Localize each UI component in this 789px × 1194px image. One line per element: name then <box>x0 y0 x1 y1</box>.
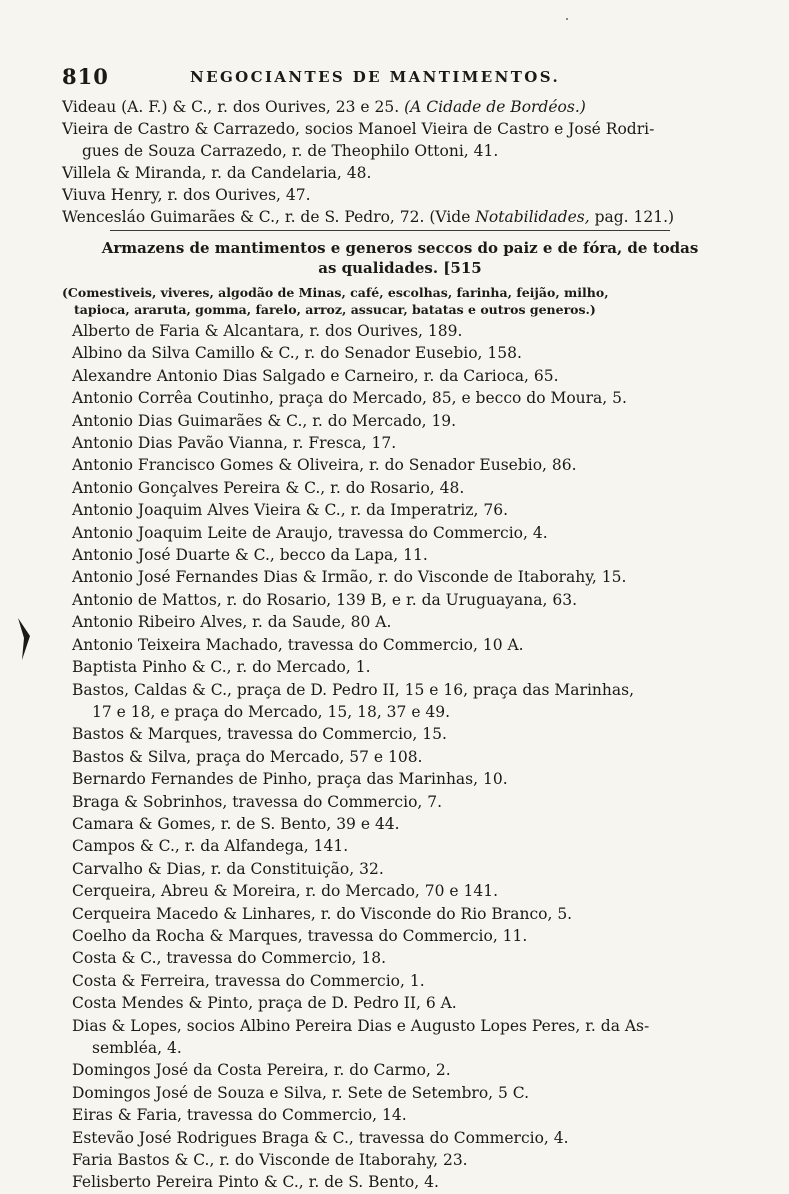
entry-text: Vieira de Castro & Carrazedo, socios Manoel Vieira de Castro e José Rodri- <box>62 120 655 138</box>
list-item <box>72 1082 732 1104</box>
entry-text: Antonio José Duarte & C., becco da Lapa, 11. <box>72 546 428 565</box>
list-item <box>72 387 732 409</box>
list-item <box>72 746 732 768</box>
list-item <box>72 365 732 387</box>
list-item <box>62 184 722 206</box>
list-item <box>72 1171 732 1193</box>
entry-text: Felisberto Pereira Pinto & C., r. de S. Bento, 4. <box>72 1173 439 1192</box>
entry-text: Eiras & Faria, travessa do Commercio, 14. <box>72 1106 407 1125</box>
list-item <box>72 566 732 588</box>
running-head: NEGOCIANTES DE MANTIMENTOS. <box>190 68 561 86</box>
list-item <box>72 477 732 499</box>
list-item <box>72 992 732 1014</box>
entry-text: Costa & C., travessa do Commercio, 18. <box>72 949 387 968</box>
list-item <box>72 791 732 813</box>
section-description <box>62 284 727 318</box>
list-item <box>62 206 722 228</box>
entry-italic: Notabilidades, <box>475 208 590 226</box>
entry-text: Antonio Ribeiro Alves, r. da Saude, 80 A. <box>72 613 392 632</box>
list-item <box>72 970 732 992</box>
list-item <box>72 522 732 544</box>
entry-text: Antonio Francisco Gomes & Oliveira, r. do Senador Eusebio, 86. <box>72 456 577 475</box>
list-item <box>72 544 732 566</box>
list-item <box>72 499 732 521</box>
entry-text: Villela & Miranda, r. da Candelaria, 48. <box>62 164 372 182</box>
entry-text: Coelho da Rocha & Marques, travessa do Commercio, 11. <box>72 926 528 945</box>
entry-text: Antonio Joaquim Leite de Araujo, travessa do Commercio, 4. <box>72 523 548 542</box>
entry-text: Antonio Corrêa Coutinho, praça do Mercado, 85, e becco do Moura, 5. <box>72 389 627 408</box>
entry-text: Dias & Lopes, socios Albino Pereira Dias e Augusto Lopes Peres, r. da As- <box>72 1016 650 1035</box>
entry-continuation: sembléa, 4. <box>92 1039 182 1057</box>
entry-text: Antonio Dias Guimarães & C., r. do Mercado, 19. <box>72 411 457 430</box>
section-heading <box>70 238 730 278</box>
entry-text: Antonio Gonçalves Pereira & C., r. do Rosario, 48. <box>72 478 465 497</box>
list-item <box>72 589 732 611</box>
entry-text: Antonio de Mattos, r. do Rosario, 139 B, e r. da Uruguayana, 63. <box>72 590 577 609</box>
list-item <box>72 679 732 724</box>
list-item <box>72 903 732 925</box>
page-header <box>62 64 712 94</box>
entry-text: Bernardo Fernandes de Pinho, praça das Marinhas, 10. <box>72 770 508 789</box>
merchant-list <box>72 320 732 1194</box>
margin-arrow-icon <box>16 616 32 662</box>
section-description-line: (Comestiveis, viveres, algodão de Minas, café, escolhas, farinha, feijão, milho, <box>62 285 609 300</box>
list-item <box>72 432 732 454</box>
entry-text: Faria Bastos & C., r. do Visconde de Itaborahy, 23. <box>72 1151 468 1170</box>
list-item <box>72 1104 732 1126</box>
list-item <box>72 454 732 476</box>
top-entries-list <box>62 96 722 228</box>
section-heading-line: Armazens de mantimentos e generos seccos do paiz e de fóra, de todas <box>101 239 699 257</box>
entry-text: Costa & Ferreira, travessa do Commercio, 1. <box>72 971 425 990</box>
entry-text: Albino da Silva Camillo & C., r. do Senador Eusebio, 158. <box>72 344 522 363</box>
entry-text: Antonio Dias Pavão Vianna, r. Fresca, 17. <box>72 434 397 453</box>
entry-text-after: pag. 121.) <box>594 208 675 226</box>
list-item <box>62 96 722 118</box>
entry-text: Alexandre Antonio Dias Salgado e Carneiro, r. da Carioca, 65. <box>72 366 559 385</box>
entry-continuation: 17 e 18, e praça do Mercado, 15, 18, 37 e 49. <box>92 702 451 721</box>
list-item <box>72 768 732 790</box>
entry-text: Antonio Teixeira Machado, travessa do Commercio, 10 A. <box>72 635 524 654</box>
entry-text: Baptista Pinho & C., r. do Mercado, 1. <box>72 658 371 677</box>
entry-text: Bastos & Silva, praça do Mercado, 57 e 108. <box>72 747 423 766</box>
list-item <box>72 723 732 745</box>
entry-text: Domingos José da Costa Pereira, r. do Carmo, 2. <box>72 1061 451 1080</box>
entry-text: Camara & Gomes, r. de S. Bento, 39 e 44. <box>72 814 400 833</box>
entry-text: Costa Mendes & Pinto, praça de D. Pedro II, 6 A. <box>72 994 457 1013</box>
entry-text: Cerqueira, Abreu & Moreira, r. do Mercado, 70 e 141. <box>72 882 499 901</box>
entry-text: Antonio Joaquim Alves Vieira & C., r. da Imperatriz, 76. <box>72 501 509 520</box>
entry-text: Alberto de Faria & Alcantara, r. dos Ourives, 189. <box>72 322 463 340</box>
entry-text: Viuva Henry, r. dos Ourives, 47. <box>62 186 311 204</box>
list-item <box>72 1015 732 1060</box>
entry-text: Bastos, Caldas & C., praça de D. Pedro II, 15 e 16, praça das Marinhas, <box>72 680 634 699</box>
section-heading-line: as qualidades. [515 <box>318 259 482 277</box>
list-item <box>72 813 732 835</box>
list-item <box>72 1149 732 1171</box>
page-number: 810 <box>62 64 109 89</box>
section-description-line: tapioca, araruta, gomma, farelo, arroz, assucar, batatas e outros generos.) <box>74 302 596 317</box>
list-item <box>72 342 732 364</box>
entry-continuation: gues de Souza Carrazedo, r. de Theophilo Ottoni, 41. <box>82 142 499 160</box>
entry-text: Campos & C., r. da Alfandega, 141. <box>72 837 349 856</box>
list-item <box>72 1059 732 1081</box>
entry-text: Carvalho & Dias, r. da Constituição, 32. <box>72 859 384 878</box>
list-item <box>72 611 732 633</box>
entry-text: Cerqueira Macedo & Linhares, r. do Visconde do Rio Branco, 5. <box>72 904 573 923</box>
list-item <box>72 947 732 969</box>
entry-text: Braga & Sobrinhos, travessa do Commercio, 7. <box>72 792 443 811</box>
list-item <box>72 925 732 947</box>
list-item <box>72 1127 732 1149</box>
list-item <box>72 656 732 678</box>
list-item <box>72 858 732 880</box>
list-item <box>62 118 722 162</box>
entry-italic: (A Cidade de Bordéos.) <box>404 98 586 116</box>
entry-text: Antonio José Fernandes Dias & Irmão, r. do Visconde de Itaborahy, 15. <box>72 568 627 587</box>
list-item <box>72 320 732 342</box>
entry-text: Bastos & Marques, travessa do Commercio, 15. <box>72 725 447 744</box>
list-item <box>72 410 732 432</box>
list-item <box>72 835 732 857</box>
list-item <box>72 880 732 902</box>
list-item <box>62 162 722 184</box>
entry-text: Wencesláo Guimarães & C., r. de S. Pedro, 72. (Vide <box>62 208 471 226</box>
paper-speck <box>566 18 568 20</box>
entry-text: Estevão José Rodrigues Braga & C., travessa do Commercio, 4. <box>72 1128 569 1147</box>
section-divider <box>110 230 670 231</box>
entry-text: Videau (A. F.) & C., r. dos Ourives, 23 e 25. <box>62 98 400 116</box>
list-item <box>72 634 732 656</box>
entry-text: Domingos José de Souza e Silva, r. Sete de Setembro, 5 C. <box>72 1083 530 1102</box>
